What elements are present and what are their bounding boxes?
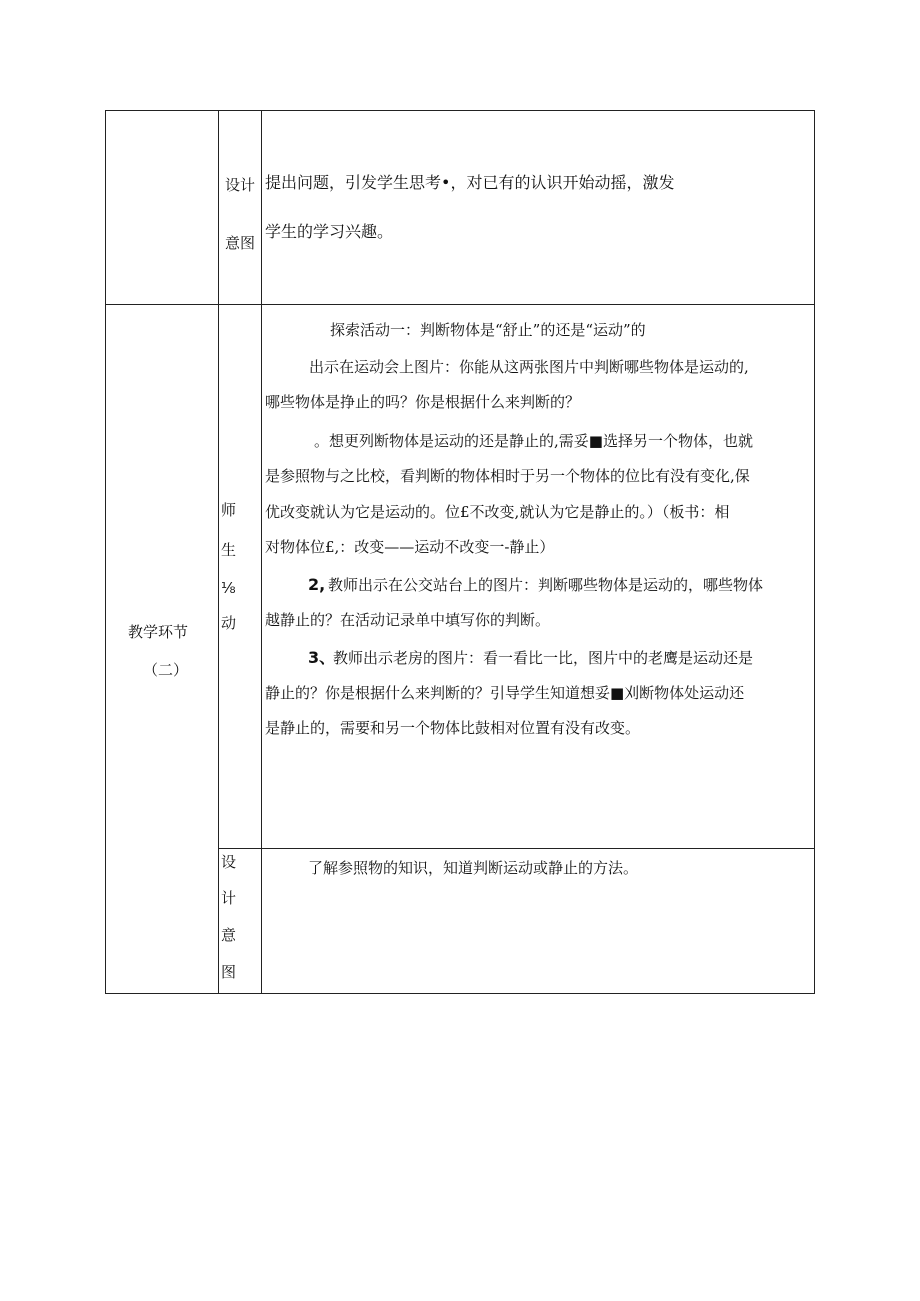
section-label: 教学环节 <box>128 623 189 641</box>
design-intent-text-2-section: 了解参照物的知识，知道判断运动或静止的方法。 <box>308 859 639 877</box>
col-divider-2 <box>261 110 262 994</box>
activity-label-char-1: 师 <box>221 501 237 519</box>
design-intent-label-1: 设计 意图 <box>224 176 255 252</box>
activity-p4-line2: 静止的？你是根据什么来判断的？引导学生知道想妥■刈断物体处运动还 <box>265 684 745 702</box>
activity-p2-line1: 。想更列断物体是运动的还是静止的,需妥■选择另一个物体，也就 <box>314 432 753 450</box>
table-border-right <box>814 110 815 994</box>
design-intent-text-1: 提出问题，引发学生思考•，对已有的认识开始动摇，激发 <box>265 173 675 192</box>
design-label-char-4: 图 <box>221 963 237 981</box>
design-label-char-2: 计 <box>221 889 237 907</box>
activity-p2-line4: 对物体位£,：改变——运动不改变一-静止） <box>265 538 555 556</box>
activity-p4-line3: 是静止的，需要和另一个物体比鼓相对位置有没有改变。 <box>265 719 641 737</box>
table-border-bottom <box>105 993 815 994</box>
activity-p1-line1: 出示在运动会上图片：你能从这两张图片中判断哪些物体是运动的, <box>309 358 749 376</box>
design-label-char-3: 意 <box>221 926 237 944</box>
activity-p1-line2: 哪些物体是挣止的吗？你是根据什么来判断的？ <box>265 393 581 411</box>
activity-label-char-2: 生 <box>221 541 237 559</box>
activity-p3-line2: 越静止的？在活动记录单中填写你的判断。 <box>265 611 551 629</box>
activity-p2-line2: 是参照物与之比校，看判断的物体相时于另一个物体的位比有没有变化,保 <box>265 467 750 485</box>
table-border-left <box>105 110 106 994</box>
activity-p4-number: 3、 <box>308 648 336 667</box>
activity-p3-number: 2, <box>308 575 326 594</box>
section-sub-label: （二） <box>143 661 189 679</box>
table-border-top <box>105 110 815 111</box>
design-intent-text-2: 学生的学习兴趣。 <box>265 222 394 241</box>
activity-label-char-4: 动 <box>221 614 237 632</box>
activity-p3-line1: 教师出示在公交站台上的图片：判断哪些物体是运动的，哪些物体 <box>328 576 764 594</box>
activity-p4-line1: 教师出示老房的图片：看一看比一比，图片中的老鹰是运动还是 <box>333 649 754 667</box>
activity-label-char-3: ⅛ <box>221 579 236 597</box>
row-divider <box>105 304 815 305</box>
activity-p2-line3: 优改变就认为它是运动的。位£不改变,就认为它是静止的。）（板书：相 <box>265 503 730 521</box>
activity-title: 探索活动一：判断物体是“舒止”的还是“运动”的 <box>330 321 646 339</box>
inner-row-divider <box>218 848 815 849</box>
design-label-char-1: 设 <box>221 853 237 871</box>
